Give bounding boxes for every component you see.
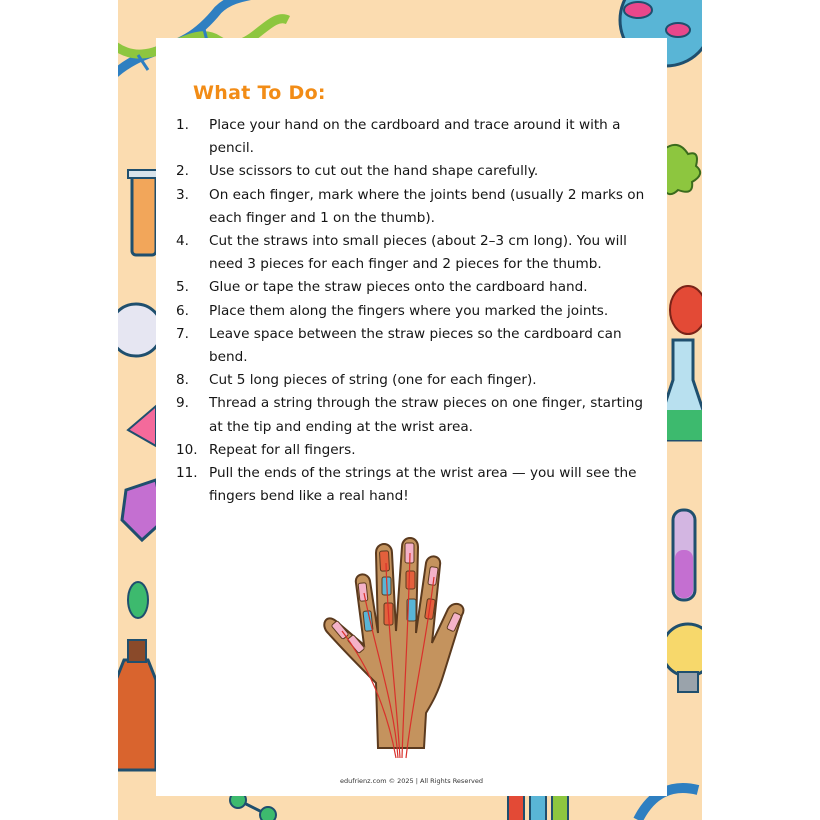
step-number: 11.	[176, 465, 198, 482]
step-text: Glue or tape the straw pieces onto the cardboard hand.	[209, 279, 588, 296]
potion-bottle-icon	[118, 640, 156, 770]
step-number: 10.	[176, 441, 198, 458]
step-number: 5.	[176, 279, 189, 296]
step-text: Thread a string through the straw pieces on one finger, starting at the tip and ending at the wrist area.	[209, 395, 643, 435]
step-text: Place your hand on the cardboard and trace around it with a pencil.	[209, 117, 621, 157]
list-item	[176, 392, 646, 438]
prism-icon	[128, 406, 156, 446]
list-item	[176, 184, 646, 230]
step-text: Cut the straws into small pieces (about 2–3 cm long). You will need 3 pieces for each finger and 2 pieces for the thumb.	[209, 233, 627, 273]
molecule-icon	[230, 792, 276, 820]
step-number: 2.	[176, 163, 189, 180]
list-item	[176, 369, 646, 392]
list-item	[176, 230, 646, 276]
list-item	[176, 439, 646, 462]
step-text: Cut 5 long pieces of string (one for each finger).	[209, 372, 537, 389]
step-text: Place them along the fingers where you marked the joints.	[209, 302, 609, 319]
step-number: 3.	[176, 186, 189, 203]
list-item	[176, 300, 646, 323]
test-tube-icon	[673, 510, 695, 600]
step-text: Leave space between the straw pieces so the cardboard can bend.	[209, 325, 622, 366]
worksheet-page	[118, 0, 702, 820]
cardboard-hand-model-icon	[316, 533, 506, 763]
red-cell-icon	[670, 286, 702, 334]
list-item	[176, 276, 646, 299]
copyright-footer: edufrienz.com © 2025 | All Rights Reserved	[340, 777, 483, 785]
list-item	[176, 462, 646, 508]
leaf-icon	[128, 582, 148, 618]
step-number: 9.	[176, 395, 189, 412]
step-text: Pull the ends of the strings at the wrist area — you will see the fingers bend like a real hand!	[209, 465, 637, 505]
step-number: 8.	[176, 372, 189, 389]
step-text: Use scissors to cut out the hand shape carefully.	[209, 163, 539, 180]
step-number: 4.	[176, 233, 189, 250]
list-item	[176, 160, 646, 183]
instruction-card	[156, 38, 667, 796]
step-number: 1.	[176, 117, 189, 133]
step-number: 7.	[176, 325, 189, 342]
step-text: On each finger, mark where the joints bend (usually 2 marks on each finger and 1 on the thumb).	[209, 186, 645, 226]
step-text: Repeat for all fingers.	[209, 441, 356, 458]
list-item	[176, 114, 646, 160]
steps-list	[176, 114, 646, 508]
light-bulb-icon	[662, 624, 702, 692]
step-number: 6.	[176, 302, 189, 319]
list-item	[176, 323, 646, 369]
page-title: What To Do:	[193, 82, 326, 104]
